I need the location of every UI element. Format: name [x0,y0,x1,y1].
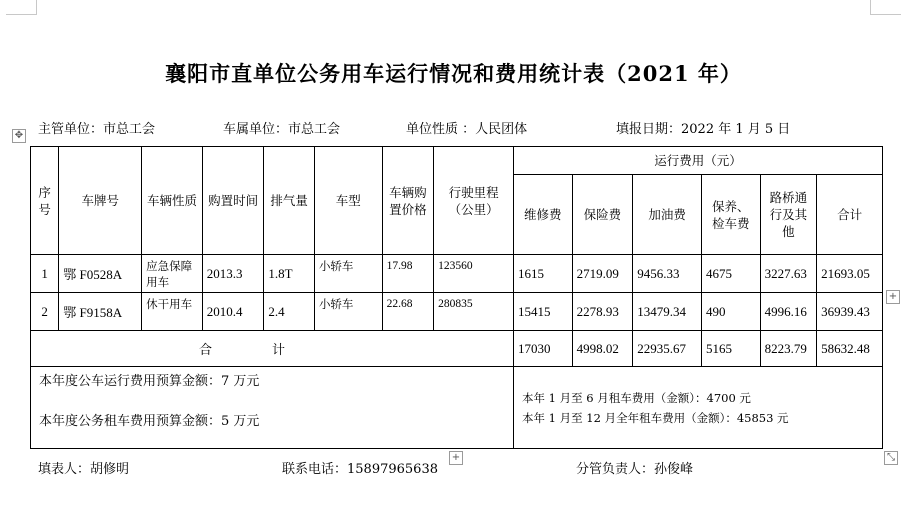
cell-model: 小轿车 [314,255,382,293]
footer-line [38,458,887,478]
dept-label: 主管单位：市总工会 [38,122,156,137]
page-title: 襄阳市直单位公务用车运行情况和费用统计表（2021 年） [165,61,742,86]
cell-insurance: 2719.09 [572,255,633,293]
header-displacement: 排气量 [264,147,315,255]
header-buy-time: 购置时间 [202,147,264,255]
cell-nature: 应急保障用车 [142,255,203,293]
cell-price: 22.68 [382,293,434,331]
cell-repair: 1615 [514,255,573,293]
cell-maintain: 490 [701,293,760,331]
statistics-table [30,146,883,449]
total-label: 合计 [31,331,514,367]
cell-nature: 休干用车 [142,293,203,331]
filler-label: 填表人：胡修明 [38,462,130,477]
car-budget-text: 本年度公车运行费用预算金额：7 万元 [39,374,260,389]
meta-line [38,118,887,138]
cell-repair: 15415 [514,293,573,331]
total-maintain: 5165 [701,331,760,367]
budget-right-cell [514,367,883,449]
cell-buy-time: 2010.4 [202,293,264,331]
cell-model: 小轿车 [314,293,382,331]
rent-year-text: 本年 1 月至 12 月全年租车费用（金额）：45853 元 [522,410,789,425]
header-toll: 路桥通行及其他 [760,175,817,255]
header-repair: 维修费 [514,175,573,255]
cell-toll: 3227.63 [760,255,817,293]
header-plate: 车牌号 [59,147,142,255]
total-fuel: 22935.67 [633,331,702,367]
header-mileage: 行驶里程（公里） [434,147,514,255]
leader-label: 分管负责人：孙俊峰 [576,462,694,477]
owner-label: 车属单位：市总工会 [223,122,341,137]
cell-mileage: 123560 [434,255,514,293]
header-price: 车辆购置价格 [382,147,434,255]
header-cost-group: 运行费用（元） [514,147,883,175]
cell-mileage: 280835 [434,293,514,331]
move-handle-icon[interactable]: ✥ [12,129,26,143]
header-maintain: 保养、检车费 [701,175,760,255]
resize-handle-icon[interactable]: ⤡ [884,451,898,465]
cell-maintain: 4675 [701,255,760,293]
date-label: 填报日期：2022 年 1 月 5 日 [616,122,791,137]
cell-fuel: 13479.34 [633,293,702,331]
header-model: 车型 [314,147,382,255]
add-column-icon[interactable]: + [886,290,900,304]
cell-displacement: 1.8T [264,255,315,293]
cell-sum: 21693.05 [817,255,883,293]
cell-toll: 4996.16 [760,293,817,331]
cell-price: 17.98 [382,255,434,293]
header-fuel: 加油费 [633,175,702,255]
nature-label: 单位性质 ：人民团体 [406,122,528,137]
total-row [31,331,883,367]
cell-sum: 36939.43 [817,293,883,331]
budget-left-cell [31,367,514,449]
table-row [31,293,883,331]
cell-fuel: 9456.33 [633,255,702,293]
header-insurance: 保险费 [572,175,633,255]
cell-insurance: 2278.93 [572,293,633,331]
total-toll: 8223.79 [760,331,817,367]
rent-budget-text: 本年度公务租车费用预算金额：5 万元 [39,414,260,429]
phone-label: 联系电话：15897965638 [282,462,438,477]
table-row [31,255,883,293]
budget-row [31,367,883,449]
total-repair: 17030 [514,331,573,367]
cell-seq: 2 [31,293,59,331]
header-nature: 车辆性质 [142,147,203,255]
total-insurance: 4998.02 [572,331,633,367]
page-corner-mark-left [6,0,37,15]
cell-plate: 鄂 F9158A [59,293,142,331]
cell-buy-time: 2013.3 [202,255,264,293]
cell-displacement: 2.4 [264,293,315,331]
cell-seq: 1 [31,255,59,293]
cell-plate: 鄂 F0528A [59,255,142,293]
header-seq: 序号 [31,147,59,255]
header-sum: 合计 [817,175,883,255]
add-row-icon[interactable]: + [449,451,463,465]
total-sum: 58632.48 [817,331,883,367]
page-corner-mark-right [870,0,901,15]
rent-half-text: 本年 1 月至 6 月租车费用（金额）：4700 元 [522,390,751,405]
